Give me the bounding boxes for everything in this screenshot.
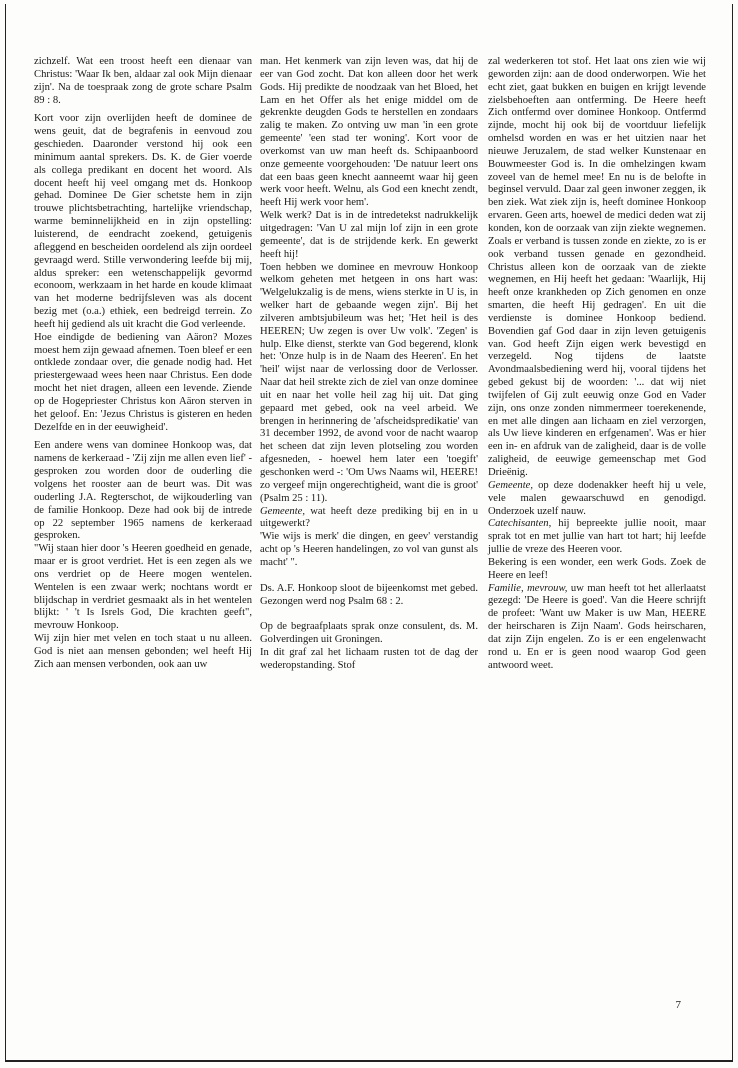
paragraph	[260, 262, 478, 506]
paragraph	[260, 583, 478, 609]
text-column-3	[488, 56, 706, 673]
paragraph-text: Toen hebben we dominee en mevrouw Honkoop welkom geheten met hetgeen in ons hart was: 'Welgelukzalig is de mens, wiens sterkte in U is, in welker hart de gebaande wegen zijn'. Bij het zilveren ambtsjubileum was het; 'Het heil is des HEEREN; Uw zegen is over Uw volk'. 'Zegen' is hulp. Elke dienst, sterkte van God begerend, klonk het: 'Onze hulp is in de Naam des Heeren'. En het 'heil' wijst naar de verlossing door de Verlosser. Naar dat heil strekte zich de ziel van onze dominee uit en naar het volle heil zag hij uit. Dat ging gepaard met gebed, ook na veel arbeid. We brengen in herinnering de 'afscheidspredikatie' van 31 december 1992, de avond voor de nacht waarop het scheen dat zijn leven plotseling zou worden afgesneden, - hoewel hem later een 'toegift' geschonken werd -: 'Om Uws Naams wil, HEERE! zo vergeef mijn ongerechtigheid, want die is groot' (Psalm 25 : 11).	[260, 261, 478, 504]
paragraph-text: uw man heeft tot het allerlaatst gezegd: 'De Heere is goed'. Van die Heere schrijft de profeet: 'Want uw Maker is uw Man, HEERE der heirscharen is Zijn Naam'. Gods heirscharen, dat zijn Zijn engelen. Zo is er een engelenwacht rond u. En er is geen nood waarop God geen antwoord weet.	[488, 582, 706, 671]
paragraph-text: man. Het kenmerk van zijn leven was, dat hij de eer van God zocht. Dat kon alleen door het werk Gods. Hij predikte de noodzaak van het Bloed, het Lam en het Offer als het enige middel om de gekrenkte deugden Gods te herstellen en zondaars zalig te maken. Zo ontving uw man 'in een grote gemeente' 'een stad ter woning'. Kort voor de overkomst van uw man heeft ds. Schipaanboord onze gemeente voorgehouden: 'De natuur leert ons dat een baas geen knecht aanneemt waar hij geen werk voor heeft. Welnu, als God een knecht zendt, heeft Hij werk voor hem'.	[260, 56, 478, 209]
paragraph	[488, 480, 706, 519]
paragraph	[34, 633, 252, 672]
text-column-1	[34, 56, 252, 672]
paragraph-text: "Wij staan hier door 's Heeren goedheid en genade, maar er is groot verdriet. Het is een zegen als we ons verdriet op de Heere mogen wentelen. Wentelen is een zwaar werk; nochtans wordt er blijdschap in verdriet gesmaakt als in het wentelen blijkt: ' 't Is Isrels God, Die krachten geeft", mevrouw Honkoop.	[34, 543, 252, 632]
paragraph-text: zal wederkeren tot stof. Het laat ons zien wie wij geworden zijn: aan de dood onderworpen. Wie het echt ziet, gaat bukken en buigen en krijgt levende zielsbehoeften aan ontferming. De Heere heeft Zich ontfermd over dominee Honkoop. Ontfermd zijnde, mocht hij ook bij de voortduur liefelijk omhelsd worden en was er het uitzien naar het nieuwe Jeruzalem, de stad welker Kunstenaar en Bouwmeester God is. In die omhelzingen kwam zoveel van de hemel mee! En nu is de belofte in beginsel vervuld. Daar zal geen inwoner zeggen, ik ben ziek. Wat ziek zijn is, heeft dominee Honkoop ervaren. Geen arts, hoewel de medici deden wat zij konden, kon de oorzaak van zijn ziekte wegnemen. Zoals er verband is tussen zonde en ziekte, zo is er ook verband tussen genade en gezondheid. Christus alleen kon de oorzaak van de ziekte wegnemen, en Hij heeft het gedaan: 'Waarlijk, Hij heeft onze krankheden op Zich genomen en onze smarten, die heeft Hij gedragen'. En uit die verdienste is dominee Honkoop bediend. Bovendien gaf God daar in zijn leven getuigenis van. God heeft Zijn eigen werk bevestigd en verzegeld. Nog tijdens de laatste Avondmaalsbediening werd hij, vooral tijdens het gebed gekust bij de woorden: '... dat wij niet twijfelen of Gij zult eeuwig onze God en Vader zijn, ons onze zonden nimmermeer toerekenende, en met alle dingen aan lichaam en ziel verzorgen, als Uw lieve kinderen en erfgenamen'. Was er hier een in- en afdruk van de zaligheid, daar is de volle zaligheid, de eeuwige gemeenschap met God Drieënig.	[488, 56, 706, 478]
paragraph-text: Hoe eindigde de bediening van Aäron? Mozes moest hem zijn gewaad afnemen. Toen bleef er een ontklede zondaar over, die genade nodig had. Het priestergewaad wees heen naar Christus. Een dode mocht het niet dragen, alleen een levende. Ziende op de Hogepriester Christus kon Aäron sterven in het geloof. En: 'Jezus Christus is gisteren en heden Dezelfde en in der eeuwigheid'.	[34, 331, 252, 433]
paragraph	[488, 583, 706, 673]
paragraph	[260, 621, 478, 647]
paragraph-text: Welk werk? Dat is in de intredetekst nadrukkelijk uitgedragen: 'Van U zal mijn lof zijn in een grote gemeente', dat is de strijdende kerk. En gewerkt heeft hij!	[260, 210, 478, 260]
paragraph-text: Bekering is een wonder, een werk Gods. Zoek de Heere en leef!	[488, 556, 706, 581]
paragraph	[488, 56, 706, 480]
paragraph-text: Ds. A.F. Honkoop sloot de bijeenkomst met gebed. Gezongen werd nog Psalm 68 : 2.	[260, 582, 478, 607]
paragraph	[488, 557, 706, 583]
text-column-2	[260, 56, 478, 673]
paragraph	[34, 543, 252, 633]
paragraph-lead: Familie, mevrouw,	[488, 582, 568, 594]
paragraph-text: op deze dodenakker heeft hij u vele, vele malen gewaarschuwd en genodigd. Onderzoek uzelf nauw.	[488, 479, 706, 517]
paragraph	[34, 440, 252, 543]
paragraph-lead: Catechisanten,	[488, 518, 552, 530]
paragraph-text: hij bepreekte jullie nooit, maar sprak tot en met jullie van hart tot hart; hij leefde jullie de vreze des Heeren voor.	[488, 518, 706, 556]
paragraph-text: Een andere wens van dominee Honkoop was, dat namens de kerkeraad - 'Zij zijn me allen even lief' - gesproken zou worden door de ouderling die volgens het rooster aan de beurt was. Dit was ouderling J.A. Regterschot, de wijkouderling van de familie Honkoop. Deze had ook bij de intrede op 22 september 1965 namens de kerkeraad gesproken.	[34, 440, 252, 542]
page-number: 7	[675, 999, 681, 1011]
paragraph	[260, 647, 478, 673]
paragraph-text: wat heeft deze prediking bij en in u uitgewerkt?	[260, 505, 478, 530]
paragraph	[260, 56, 478, 210]
paragraph-text: Kort voor zijn overlijden heeft de dominee de wens geuit, dat de begrafenis in eenvoud zou geschieden. Daaronder verstond hij ook een minimum aantal sprekers. Ds. K. de Gier voerde als collega predikant en docent het woord. Als docent heeft hij veel omgang met ds. Honkoop gehad. Dominee De Gier schetste hem in zijn trouwe plichtsbetrachting, hartelijke vriendschap, warme beminnelijkheid en in zijn opstelling: luisterend, de eendracht zoekend, getuigenis afleggend en bescheiden oordelend als zijn oordeel gevraagd werd. Stille verwondering leefde bij mij, aldus spreker: een wetenschappelijk gevormd econoom, werkzaam in het harde en koude klimaat van het moderne bedrijfsleven was als docent bezig met (o.a.) ethiek, een bedreigd terrein. Zo heeft hij gediend als uit kracht die God verleende.	[34, 113, 252, 330]
paragraph	[260, 531, 478, 570]
paragraph-text: Op de begraafplaats sprak onze consulent, ds. M. Golverdingen uit Groningen.	[260, 621, 478, 646]
paragraph	[34, 113, 252, 331]
paragraph-text: Wij zijn hier met velen en toch staat u nu alleen. God is niet aan mensen gebonden; wel heeft Hij Zich aan mensen verbonden, ook aan uw	[34, 633, 252, 670]
paragraph-text: zichzelf. Wat een troost heeft een dienaar van Christus: 'Waar Ik ben, aldaar zal ook Mijn dienaar zijn'. Na de toespraak zong de grote schare Psalm 89 : 8.	[34, 56, 252, 106]
paragraph-lead: Gemeente,	[260, 505, 305, 517]
paragraph	[34, 332, 252, 435]
paragraph-lead: Gemeente,	[488, 479, 533, 491]
paragraph-text: In dit graf zal het lichaam rusten tot de dag der wederopstanding. Stof	[260, 647, 478, 671]
paragraph	[260, 506, 478, 532]
paragraph-text: 'Wie wijs is merk' die dingen, en geev' verstandig acht op 's Heeren handelingen, zo vol van gunst als macht' ".	[260, 531, 478, 568]
paragraph	[488, 518, 706, 557]
paragraph	[34, 56, 252, 107]
paragraph	[260, 210, 478, 261]
